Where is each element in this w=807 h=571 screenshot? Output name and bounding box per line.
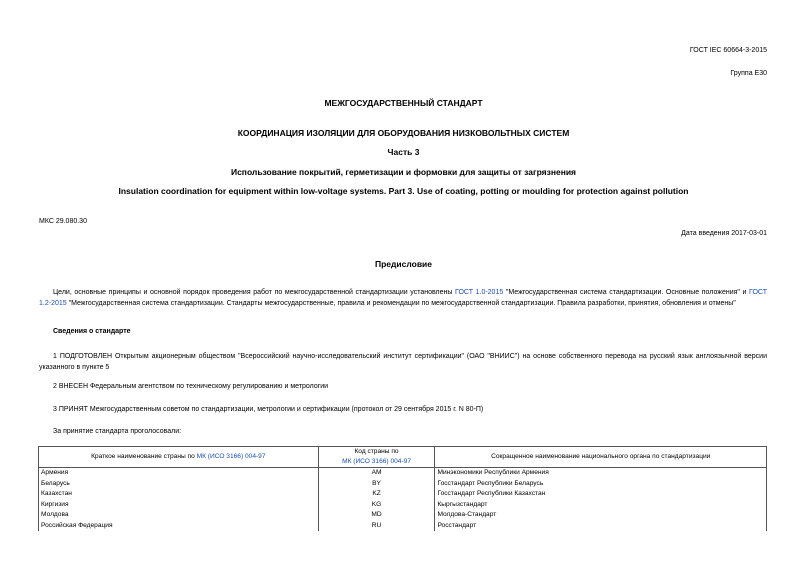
body-cell: Госстандарт Республики Беларусь: [435, 479, 767, 490]
country-cell: Российская Федерация: [39, 521, 319, 532]
effective-date: Дата введения 2017-03-01: [681, 230, 767, 237]
body-cell: Минэкономики Республики Армения: [435, 468, 767, 479]
item-1: 1 ПОДГОТОВЛЕН Открытым акционерным обществом "Всероссийский научно-исследовательский институт сертификации" (ОАО "ВНИИС") на основе собственного перевода на русский язык англоязычной версии указанного в пункте 5: [39, 353, 767, 371]
body-cell: Молдова-Стандарт: [435, 510, 767, 521]
doc-number: ГОСТ IEC 60664-3-2015: [689, 47, 767, 54]
gost-1-2-link[interactable]: ГОСТ 1.2-2015: [39, 289, 767, 307]
code-cell: MD: [318, 510, 435, 521]
mks-code: МКС 29.080.30: [39, 218, 87, 225]
group-code: Группа Е30: [730, 70, 767, 77]
code-cell: RU: [318, 521, 435, 532]
preface-text-b: "Межгосударственная система стандартизации. Основные положения" и: [503, 289, 750, 296]
col2-line1: Код страны по: [354, 448, 399, 455]
standard-type: МЕЖГОСУДАРСТВЕННЫЙ СТАНДАРТ: [324, 98, 483, 108]
body-cell: Кыргызстандарт: [435, 500, 767, 511]
country-cell: Молдова: [39, 510, 319, 521]
body-cell: Госстандарт Республики Казахстан: [435, 489, 767, 500]
table-row: [39, 510, 767, 521]
col1-prefix: Краткое наименование страны по: [91, 453, 197, 460]
title-en: Insulation coordination for equipment within low-voltage systems. Part 3. Use of coating, potting or moulding for protection against pollution: [118, 186, 689, 196]
preface-text-a: Цели, основные принципы и основной порядок проведения работ по межгосударственной стандартизации установлены: [53, 289, 456, 296]
table-row: [39, 521, 767, 532]
code-cell: BY: [318, 479, 435, 490]
preface-text-c: "Межгосударственная система стандартизации. Стандарты межгосударственные, правила и рекомендации по межгосударственной стандартизации. Правила разработки, принятия, обновления и отмены": [66, 300, 736, 307]
table-row: [39, 500, 767, 511]
preface-heading: Предисловие: [374, 259, 433, 269]
info-heading: Сведения о стандарте: [53, 328, 131, 335]
voted-label: За принятие стандарта проголосовали:: [53, 428, 182, 435]
table-row: [39, 489, 767, 500]
mk-iso-code-link[interactable]: МК (ИСО 3166) 004-97: [342, 458, 411, 465]
table-header-row: [39, 447, 767, 468]
country-cell: Казахстан: [39, 489, 319, 500]
code-cell: KG: [318, 500, 435, 511]
country-cell: Армения: [39, 468, 319, 479]
country-cell: Киргизия: [39, 500, 319, 511]
code-cell: KZ: [318, 489, 435, 500]
country-cell: Беларусь: [39, 479, 319, 490]
title-ru: КООРДИНАЦИЯ ИЗОЛЯЦИИ ДЛЯ ОБОРУДОВАНИЯ НИЗКОВОЛЬТНЫХ СИСТЕМ: [237, 128, 570, 138]
column-header-code: [318, 447, 435, 468]
table-row: [39, 468, 767, 479]
column-header-country: [39, 447, 319, 468]
states-table: [38, 446, 767, 531]
body-cell: Росстандарт: [435, 521, 767, 532]
mk-iso-link[interactable]: МК (ИСО 3166) 004-97: [196, 453, 266, 460]
part-number: Часть 3: [387, 147, 420, 157]
item-2: 2 ВНЕСЕН Федеральным агентством по техническому регулированию и метрологии: [53, 383, 329, 390]
subtitle-ru: Использование покрытий, герметизации и формовки для защиты от загрязнения: [230, 167, 577, 177]
column-header-body: Сокращенное наименование национального органа по стандартизации: [435, 447, 767, 468]
preface-paragraph: [39, 287, 767, 309]
item-3: 3 ПРИНЯТ Межгосударственным советом по стандартизации, метрологии и сертификации (протокол от 29 сентября 2015 г. N 80-П): [53, 406, 484, 413]
code-cell: AM: [318, 468, 435, 479]
table-row: [39, 479, 767, 490]
gost-1-0-link[interactable]: ГОСТ 1.0-2015: [455, 289, 504, 296]
